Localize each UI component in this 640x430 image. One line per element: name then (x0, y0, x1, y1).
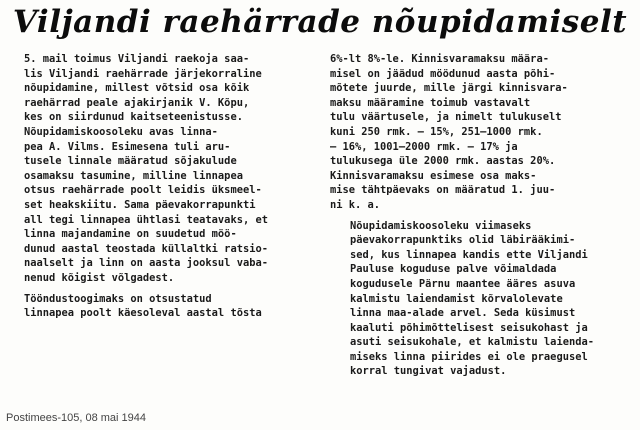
text-line: otsus raehärrade poolt leidis üksmeel- (24, 184, 262, 197)
text-line: raehärrad peale ajakirjanik V. Kõpu, (24, 96, 250, 109)
paragraph (4, 125, 304, 286)
text-line: ni k. a. (330, 198, 381, 211)
text-line: kalmistu laiendamist kõrvalolevate (350, 292, 563, 305)
text-line: misel on jäädud möödunud aasta põhi- (330, 67, 556, 80)
text-line: Tööndustoogimaks on otsustatud (24, 292, 212, 305)
text-line: 6%-lt 8%-le. Kinnisvaramaksu määra- (330, 53, 549, 65)
text-line: mise tähtpäevaks on määratud 1. juu- (330, 184, 556, 197)
text-line: asuti seisukohale, et kalmistu laienda- (350, 336, 594, 349)
article-headline: Viljandi raehärrade nõupidamiselt (12, 4, 628, 40)
right-column (330, 52, 636, 379)
text-line: Nõupidamiskoosoleku viimaseks (350, 219, 532, 232)
text-line: Pauluse koguduse palve võimaldada (350, 263, 557, 276)
text-line: osamaksu tasumine, milline linnapea (24, 169, 243, 182)
column-divider (318, 52, 319, 400)
text-line: Nõupidamiskoosoleku avas linna- (24, 125, 218, 138)
text-line: all tegi linnapea ühtlasi teatavaks, et (24, 213, 268, 226)
paragraph (330, 219, 636, 380)
text-line: tusele linnale määratud sõjakulude (24, 155, 237, 168)
text-line: — 16%, 1001—2000 rmk. — 17% ja (330, 140, 518, 153)
paragraph (330, 52, 636, 213)
text-line: lis Viljandi raehärrade järjekorraline (24, 67, 262, 80)
text-line: linna majandamine on suudetud möö- (24, 228, 237, 241)
text-line: linna maa-alade arvel. Seda küsimust (350, 307, 576, 320)
text-line: linnapea poolt käesoleval aastal tõsta (24, 307, 262, 320)
text-line: korral tungivat vajadust. (350, 365, 507, 378)
text-line: naalselt ja linn on aasta jooksul vaba- (24, 257, 268, 270)
text-line: sed, kus linnapea kandis ette Viljandi (350, 248, 588, 261)
left-column (4, 52, 304, 321)
text-line: mõtete juurde, mille järgi kinnisvara- (330, 82, 568, 95)
paragraph (4, 292, 304, 321)
text-line: kuni 250 rmk. — 15%, 251—1000 rmk. (330, 125, 543, 138)
text-line: Kinnisvaramaksu esimese osa maks- (330, 169, 537, 182)
text-line: tulu väärtusele, ja nimelt tulukuselt (330, 111, 562, 124)
text-line: tulukusega üle 2000 rmk. aastas 20%. (330, 155, 556, 168)
text-line: kogudusele Pärnu maantee ääres asuva (350, 277, 576, 290)
text-line: kaaluti põhimõttelisest seisukohast ja (350, 321, 588, 334)
text-line: dunud aastal teostada küllaltki ratsio- (24, 242, 268, 255)
text-line: päevakorrapunktiks olid läbirääkimi- (350, 234, 576, 247)
text-line: miseks linna piirides ei ole praegusel (350, 350, 588, 363)
text-line: maksu määramine toimub vastavalt (330, 96, 531, 109)
source-caption: Postimees-105, 08 mai 1944 (6, 412, 147, 424)
paragraph (4, 52, 304, 125)
text-line: nõupidamine, millest võtsid osa kõik (24, 82, 250, 95)
text-line: set heakskiitu. Sama päevakorrapunkti (24, 198, 256, 211)
text-line: kes on siirdunud kaitseteenistusse. (24, 111, 243, 124)
text-line: 5. mail toimus Viljandi raekoja saa- (24, 53, 250, 65)
text-line: nenud kõigist võlgadest. (24, 271, 175, 284)
text-line: pea A. Vilms. Esimesena tuli aru- (24, 140, 231, 153)
